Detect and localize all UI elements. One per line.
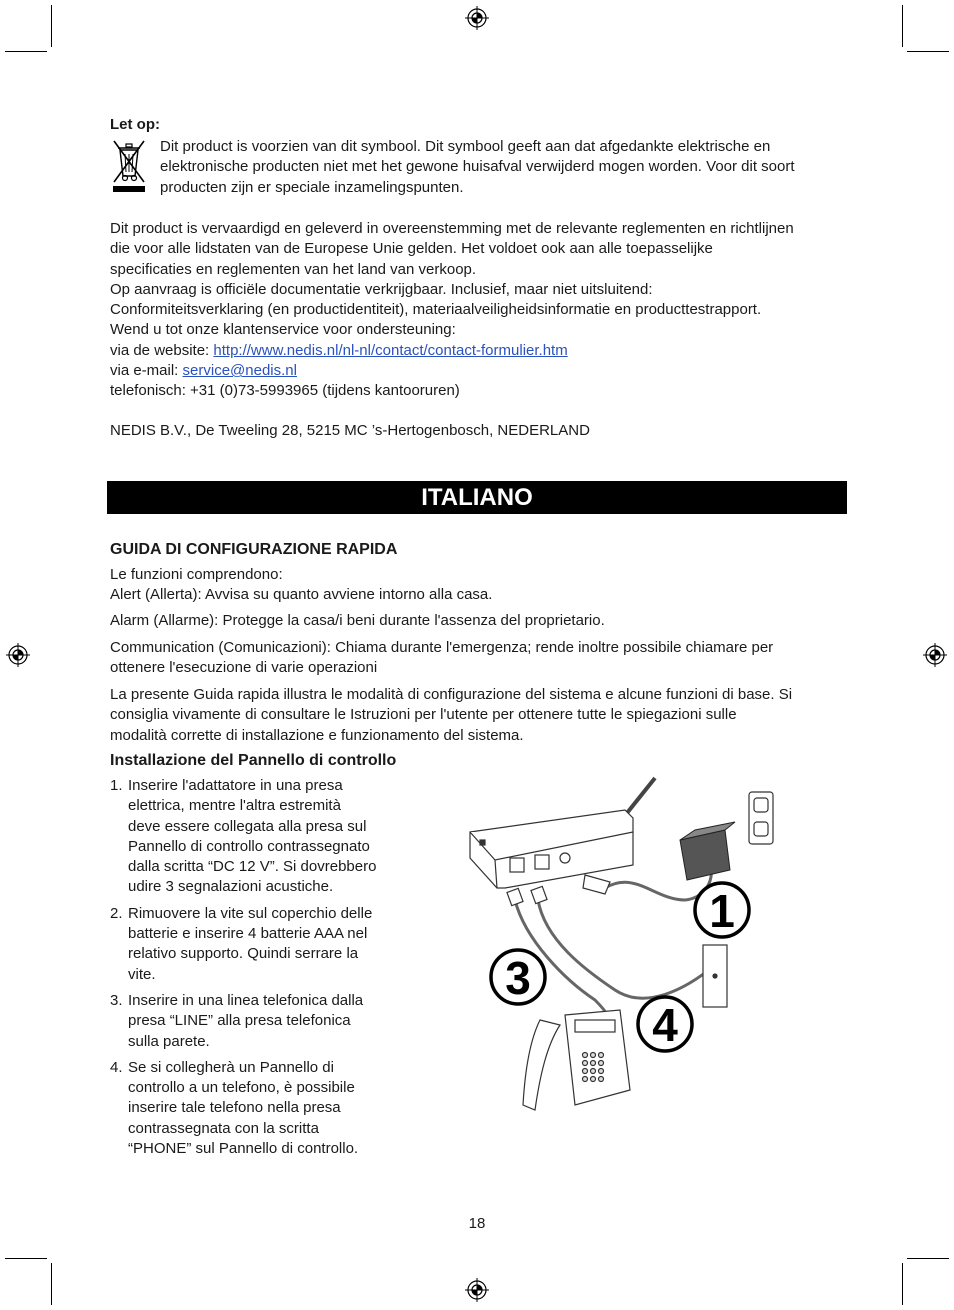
guide-title: GUIDA DI CONFIGURAZIONE RAPIDA: [110, 541, 398, 558]
guide-line: consiglia vivamente di consultare le Istruzioni per l'utente per ottenere tutte le spiegazioni sulle: [110, 706, 737, 724]
crop-mark: [51, 1263, 52, 1305]
step-line: inserire tale telefono nella presa: [128, 1099, 341, 1117]
callout-label: 3: [505, 952, 531, 1004]
website-prefix: via de website:: [110, 341, 214, 359]
step-number: 4.: [110, 1058, 123, 1076]
step-line: contrassegnata con la scritta: [128, 1119, 319, 1137]
step-callout-3: [491, 950, 545, 1004]
callout-label: 4: [652, 999, 678, 1051]
weee-line: producten zijn er speciale inzamelingspunten.: [160, 178, 464, 196]
communication-paragraph: [110, 638, 860, 679]
callout-label: 1: [709, 885, 735, 937]
step-line: elettrica, mentre l'altra estremità: [128, 797, 341, 815]
guide-line: modalità corrette di installazione e funzionamento del sistema.: [110, 726, 524, 744]
telephone-illustration: [523, 1010, 630, 1110]
install-step: [110, 776, 410, 898]
step-line: batterie e inserire 4 batterie AAA nel: [128, 925, 368, 943]
step-number: 1.: [110, 777, 123, 794]
weee-line: elektronische producten niet met het gewone huisafval verwijderd mogen worden. Voor dit soort: [160, 158, 795, 176]
step-line: Inserire l'adattatore in una presa: [128, 777, 343, 794]
control-panel-illustration: [470, 778, 655, 888]
install-step: [110, 1058, 410, 1159]
conformity-line: specificaties en reglementen van het land van verkoop.: [110, 260, 477, 278]
step-callout-4: [638, 997, 692, 1051]
crop-mark: [5, 1258, 47, 1259]
email-link[interactable]: service@nedis.nl: [182, 362, 297, 380]
conformity-line: Op aanvraag is officiële documentatie verkrijgbaar. Inclusief, maar niet uitsluitend:: [110, 280, 653, 298]
intro-line: Alert (Allerta): Avvisa su quanto avviene intorno alla casa.: [110, 586, 493, 604]
step-line: dalla scritta “DC 12 V”. Si dovrebbero: [128, 858, 377, 876]
crop-mark: [907, 51, 949, 52]
step-number: 3.: [110, 991, 123, 1009]
step-line: controllo a un telefono, è possibile: [128, 1079, 355, 1097]
conformity-line: Wend u tot onze klantenservice voor ondersteuning:: [110, 321, 456, 339]
crossed-out-wheelie-bin-icon: [111, 138, 147, 196]
guide-paragraph: [110, 685, 860, 746]
registration-mark-icon: [923, 643, 947, 667]
crop-mark: [5, 51, 47, 52]
step-line: Inserire in una linea telefonica dalla: [128, 991, 364, 1009]
crop-mark: [902, 1263, 903, 1305]
conformity-line: Conformiteitsverklaring (en productidentiteit), materiaalveiligheidsinformatie en producttestrapport.: [110, 301, 762, 319]
intro-paragraph: [110, 565, 860, 606]
email-prefix: via e-mail:: [110, 362, 183, 380]
step-line: Rimuovere la vite sul coperchio delle: [128, 904, 373, 922]
conformity-block: [110, 219, 860, 402]
let-op-heading: Let op:: [110, 116, 160, 133]
page-number: 18: [468, 1215, 486, 1232]
crop-mark: [902, 5, 903, 47]
step-line: vite.: [128, 965, 156, 983]
wall-outlet-illustration: [749, 792, 773, 844]
crop-mark: [907, 1258, 949, 1259]
registration-mark-icon: [6, 643, 30, 667]
installation-diagram: [465, 770, 785, 1130]
step-line: udire 3 segnalazioni acustiche.: [128, 878, 334, 896]
step-line: deve essere collegata alla presa sul: [128, 817, 367, 835]
website-link[interactable]: http://www.nedis.nl/nl-nl/contact/contact-formulier.htm: [213, 341, 568, 359]
company-address: NEDIS B.V., De Tweeling 28, 5215 MC ’s-Hertogenbosch, NEDERLAND: [110, 422, 590, 439]
step-number: 2.: [110, 904, 123, 922]
conformity-line: die voor alle lidstaten van de Europese Unie gelden. Het voldoet ook aan alle toepasselijke: [110, 240, 713, 258]
step-line: Se si collegherà un Pannello di: [128, 1058, 334, 1076]
weee-line: Dit product is voorzien van dit symbool. Dit symbool geeft aan dat afgedankte elektrische en: [160, 138, 771, 155]
power-adapter-illustration: [680, 822, 735, 880]
crop-mark: [51, 5, 52, 47]
alarm-paragraph: Alarm (Allarme): Protegge la casa/i beni durante l'assenza del proprietario.: [110, 612, 605, 629]
email-line: [110, 361, 860, 381]
step-line: sulla parete.: [128, 1032, 210, 1050]
registration-mark-icon: [465, 6, 489, 30]
step-line: Pannello di controllo contrassegnato: [128, 837, 370, 855]
intro-line: Le funzioni comprendono:: [110, 566, 283, 583]
install-title: Installazione del Pannello di controllo: [110, 752, 397, 769]
step-callout-1: [695, 883, 749, 937]
communication-line: ottenere l'esecuzione di varie operazioni: [110, 659, 378, 677]
weee-notice: [160, 137, 860, 198]
website-line: [110, 341, 860, 361]
phone-line: telefonisch: +31 (0)73-5993965 (tijdens kantooruren): [110, 382, 460, 400]
conformity-line: Dit product is vervaardigd en geleverd in overeenstemming met de relevante reglementen en richtlijnen: [110, 220, 794, 237]
step-line: presa “LINE” alla presa telefonica: [128, 1012, 351, 1030]
step-line: “PHONE” sul Pannello di controllo.: [128, 1140, 359, 1158]
language-banner: ITALIANO: [107, 481, 847, 514]
wall-jack-illustration: [703, 945, 727, 1007]
install-step: [110, 991, 410, 1052]
step-line: relativo supporto. Quindi serrare la: [128, 945, 359, 963]
communication-line: Communication (Comunicazioni): Chiama durante l'emergenza; rende inoltre possibile chiamare per: [110, 639, 774, 656]
install-step: [110, 904, 410, 985]
guide-line: La presente Guida rapida illustra le modalità di configurazione del sistema e alcune funzioni di base. Si: [110, 686, 793, 703]
registration-mark-icon: [465, 1278, 489, 1302]
install-steps: [110, 776, 410, 1165]
